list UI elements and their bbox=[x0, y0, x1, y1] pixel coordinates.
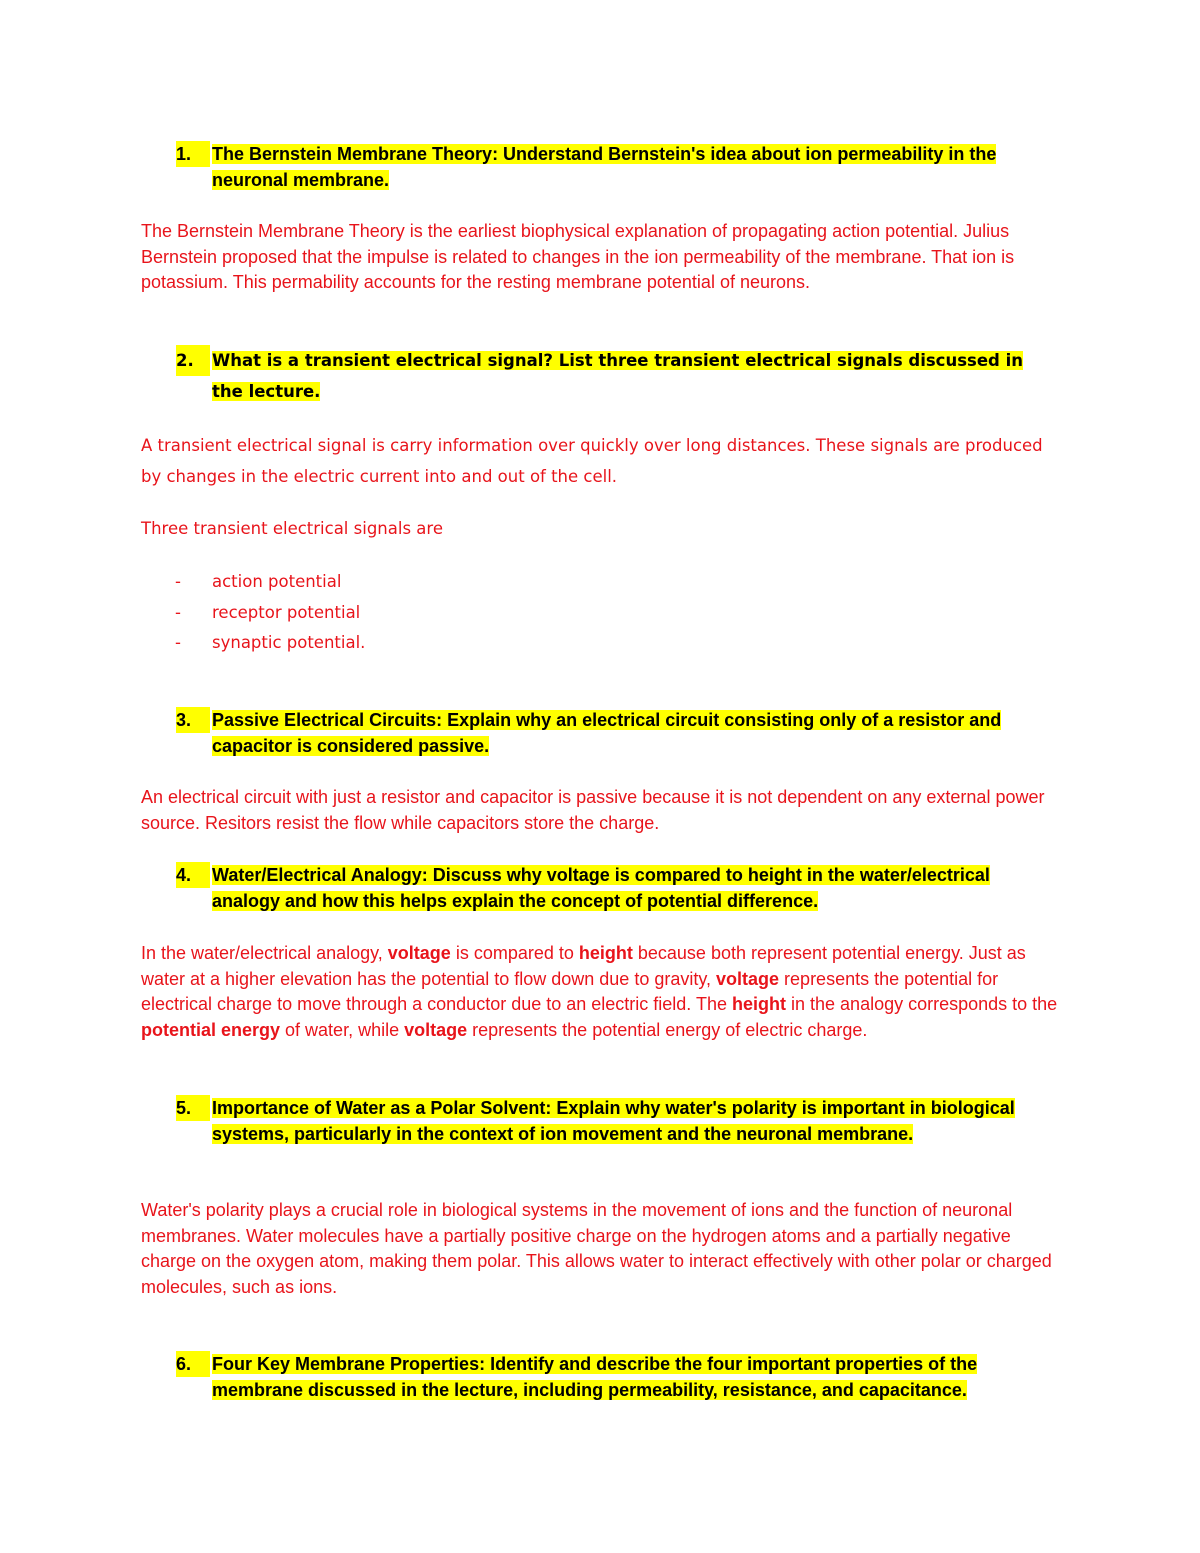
question-text: The Bernstein Membrane Theory: Understand Bernstein's idea about ion permeability in the neuronal membrane. bbox=[212, 144, 997, 190]
question-number: 1. bbox=[176, 141, 210, 167]
question-3 bbox=[176, 707, 1056, 759]
question-text: Water/Electrical Analogy: Discuss why voltage is compared to height in the water/electrical analogy and how this helps explain the concept of potential difference. bbox=[212, 865, 990, 911]
signal-list bbox=[141, 567, 741, 659]
question-number: 4. bbox=[176, 862, 210, 888]
list-item: - action potential bbox=[175, 572, 342, 591]
answer-5: Water's polarity plays a crucial role in biological systems in the movement of ions and the function of neuronal membranes. Water molecules have a partially positive charge on the hydrogen atoms and a partially negative charge on the oxygen atom, making them polar. This allows water to interact effectively with other polar or charged molecules, such as ions. bbox=[141, 1200, 1052, 1298]
question-number: 5. bbox=[176, 1095, 210, 1121]
keyword: voltage bbox=[404, 1020, 468, 1041]
question-text: Four Key Membrane Properties: Identify and describe the four important properties of the membrane discussed in the lecture, including permeability, resistance, and capacitance. bbox=[212, 1354, 978, 1400]
question-text: Passive Electrical Circuits: Explain why an electrical circuit consisting only of a resistor and capacitor is considered passive. bbox=[212, 710, 1002, 756]
question-1 bbox=[176, 141, 1056, 193]
list-item: - synaptic potential. bbox=[175, 633, 366, 652]
keyword: height bbox=[578, 943, 633, 963]
answer-2: A transient electrical signal is carry information over quickly over long distances. These signals are produced by changes in the electric current into and out of the cell. bbox=[141, 436, 1043, 486]
question-number: 2. bbox=[176, 345, 210, 376]
question-5 bbox=[176, 1095, 1056, 1147]
question-4 bbox=[176, 862, 1056, 914]
question-text: What is a transient electrical signal? List three transient electrical signals discussed in the lecture. bbox=[212, 351, 1023, 401]
answer-4: In the water/electrical analogy, voltage is compared to height because both represent potential energy. Just as water at a higher elevation has the potential to flow down due to gravity, voltage represents the potential for electrical charge to move through a conductor due to an electric field. The height in the analogy corresponds to the potential energy of water, while voltage represents the potential energy of electric charge. bbox=[141, 943, 1058, 1041]
answer-2-list-intro: Three transient electrical signals are bbox=[141, 519, 443, 538]
answer-1: The Bernstein Membrane Theory is the earliest biophysical explanation of propagating action potential. Julius Bernstein proposed that the impulse is related to changes in the ion permeability of the membrane. That ion is potassium. This permability accounts for the resting membrane potential of neurons. bbox=[141, 221, 1015, 293]
keyword: height bbox=[732, 994, 787, 1015]
answer-3: An electrical circuit with just a resistor and capacitor is passive because it is not dependent on any external power source. Resitors resist the flow while capacitors store the charge. bbox=[141, 787, 1045, 833]
list-item: - receptor potential bbox=[175, 602, 361, 622]
question-6 bbox=[176, 1351, 1056, 1403]
keyword: voltage bbox=[716, 968, 780, 989]
keyword: potential energy bbox=[141, 1020, 281, 1041]
question-number: 3. bbox=[176, 707, 210, 733]
question-number: 6. bbox=[176, 1351, 210, 1377]
question-2 bbox=[176, 345, 1056, 407]
keyword: voltage bbox=[387, 943, 451, 963]
question-text: Importance of Water as a Polar Solvent: Explain why water's polarity is important in biological systems, particularly in the context of ion movement and the neuronal membrane. bbox=[212, 1098, 1015, 1144]
